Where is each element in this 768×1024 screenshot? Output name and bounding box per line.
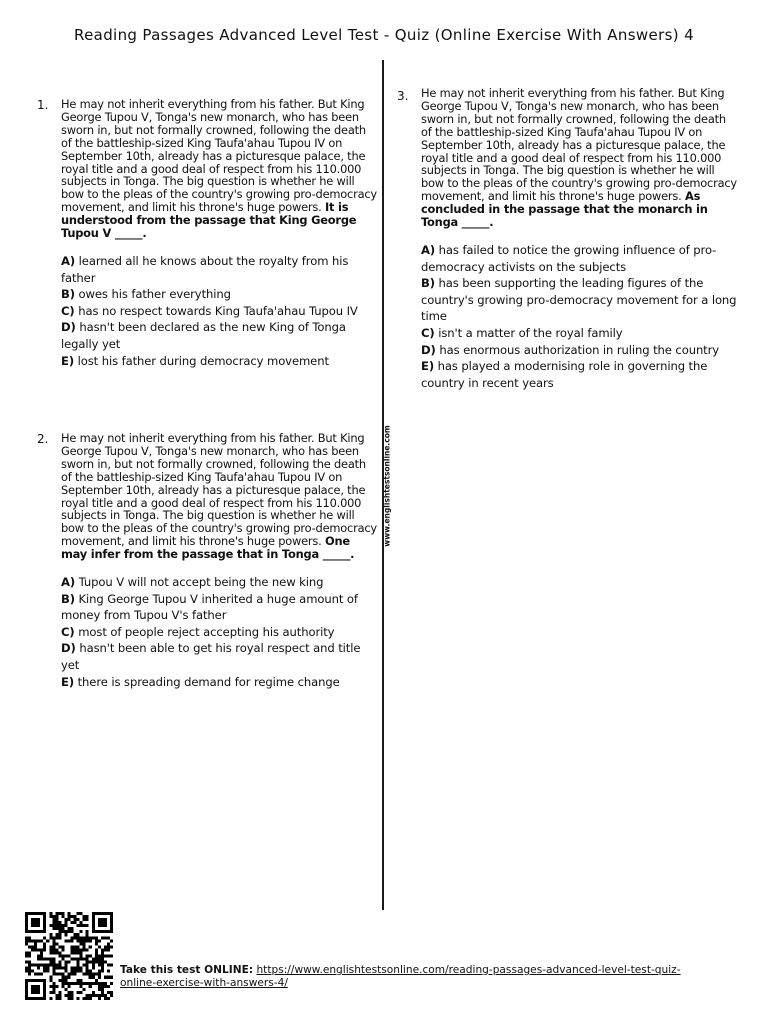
option-text: has played a modernising role in governing the country in recent years — [421, 359, 708, 390]
question-1 — [37, 97, 377, 369]
question-stem: One may infer from the passage that in Tonga _____. — [61, 534, 355, 562]
option-letter: E) — [61, 353, 75, 368]
answer-option-e[interactable] — [61, 353, 377, 370]
option-text: isn't a matter of the royal family — [434, 325, 623, 340]
answer-option-b[interactable] — [421, 275, 737, 325]
question-2 — [37, 431, 377, 690]
option-text: has enormous authorization in ruling the country — [435, 342, 720, 357]
question-number: 2. — [37, 432, 49, 446]
answer-option-c[interactable] — [421, 325, 737, 342]
answer-option-e[interactable] — [61, 674, 377, 691]
answer-option-a[interactable] — [421, 242, 737, 275]
option-text: owes his father everything — [74, 287, 231, 302]
answer-options — [421, 242, 737, 391]
option-letter: D) — [421, 342, 436, 357]
option-letter: E) — [61, 674, 75, 689]
take-test-label: Take this test ONLINE: — [120, 964, 254, 976]
answer-option-b[interactable] — [61, 286, 377, 303]
option-text: learned all he knows about the royalty from his father — [61, 253, 349, 285]
answer-options — [61, 253, 377, 369]
page-title: Reading Passages Advanced Level Test - Quiz (Online Exercise With Answers) 4 — [73, 26, 695, 44]
option-text: has failed to notice the growing influence of pro-democracy activists on the subjects — [421, 242, 717, 274]
answer-option-e[interactable] — [421, 358, 737, 391]
question-number: 1. — [37, 98, 49, 112]
question-stem: As concluded in the passage that the monarch in Tonga _____. — [421, 189, 708, 230]
option-letter: A) — [61, 253, 76, 268]
question-number: 3. — [397, 89, 409, 103]
option-letter: C) — [61, 624, 75, 639]
answer-option-d[interactable] — [61, 640, 377, 673]
question-passage — [61, 98, 377, 240]
option-text: Tupou V will not accept being the new king — [75, 575, 324, 590]
question-3 — [397, 86, 737, 391]
option-text: hasn't been declared as the new King of Tonga legally yet — [61, 320, 346, 351]
option-letter: B) — [421, 276, 435, 291]
question-stem: It is understood from the passage that King George Tupou V _____. — [61, 200, 357, 241]
option-letter: D) — [61, 641, 76, 656]
option-letter: A) — [421, 242, 436, 257]
option-letter: A) — [61, 575, 76, 590]
option-text: there is spreading demand for regime change — [74, 674, 340, 689]
answer-option-b[interactable] — [61, 591, 377, 624]
option-letter: C) — [61, 303, 75, 318]
passage-text: He may not inherit everything from his father. But King George Tupou V, Tonga's new monarch, who has been sworn in, but not formally crowned, following the death of the battleship-sized King Taufa'ahau Tupou IV on September 10th, already has a picturesque palace, the royal title and a good deal of respect from his 110.000 subjects in Tonga. The big question is whether he will bow to the pleas of the country's growing pro-democracy movement, and limit his throne's huge powers. — [61, 97, 377, 215]
test-url-link[interactable]: https://www.englishtestsonline.com/reading-passages-advanced-level-test-quiz-online-exercise-with-answers-4/ — [120, 964, 681, 989]
answer-option-a[interactable] — [61, 253, 377, 286]
option-letter: E) — [421, 359, 435, 374]
option-letter: B) — [61, 287, 75, 302]
option-text: most of people reject accepting his authority — [74, 624, 335, 639]
option-text: has been supporting the leading figures of the country's growing pro-democracy movement for a long time — [421, 276, 737, 324]
option-letter: C) — [421, 325, 435, 340]
answer-option-d[interactable] — [61, 319, 377, 352]
watermark — [382, 425, 397, 547]
answer-option-d[interactable] — [421, 342, 737, 359]
option-text: lost his father during democracy movement — [74, 353, 329, 368]
answer-option-c[interactable] — [61, 624, 377, 641]
option-letter: B) — [61, 591, 75, 606]
option-text: King George Tupou V inherited a huge amount of money from Tupou V's father — [61, 591, 358, 623]
passage-text: He may not inherit everything from his father. But King George Tupou V, Tonga's new monarch, who has been sworn in, but not formally crowned, following the death of the battleship-sized King Taufa'ahau Tupou IV on September 10th, already has a picturesque palace, the royal title and a good deal of respect from his 110.000 subjects in Tonga. The big question is whether he will bow to the pleas of the country's growing pro-democracy movement, and limit his throne's huge powers. — [61, 431, 377, 549]
answer-option-c[interactable] — [61, 303, 377, 320]
watermark-text: www.englishtestsonline.com — [382, 425, 392, 547]
passage-text: He may not inherit everything from his father. But King George Tupou V, Tonga's new monarch, who has been sworn in, but not formally crowned, following the death of the battleship-sized King Taufa'ahau Tupou IV on September 10th, already has a picturesque palace, the royal title and a good deal of respect from his 110.000 subjects in Tonga. The big question is whether he will bow to the pleas of the country's growing pro-democracy movement, and limit his throne's huge powers. — [421, 86, 737, 204]
option-letter: D) — [61, 320, 76, 335]
question-passage — [61, 432, 377, 561]
option-text: has no respect towards King Taufa'ahau Tupou IV — [74, 303, 358, 318]
qr-code-icon[interactable] — [25, 912, 113, 1000]
footer — [120, 964, 700, 989]
answer-options — [61, 574, 377, 690]
answer-option-a[interactable] — [61, 574, 377, 591]
option-text: hasn't been able to get his royal respect and title yet — [61, 641, 361, 673]
question-passage — [421, 87, 737, 229]
